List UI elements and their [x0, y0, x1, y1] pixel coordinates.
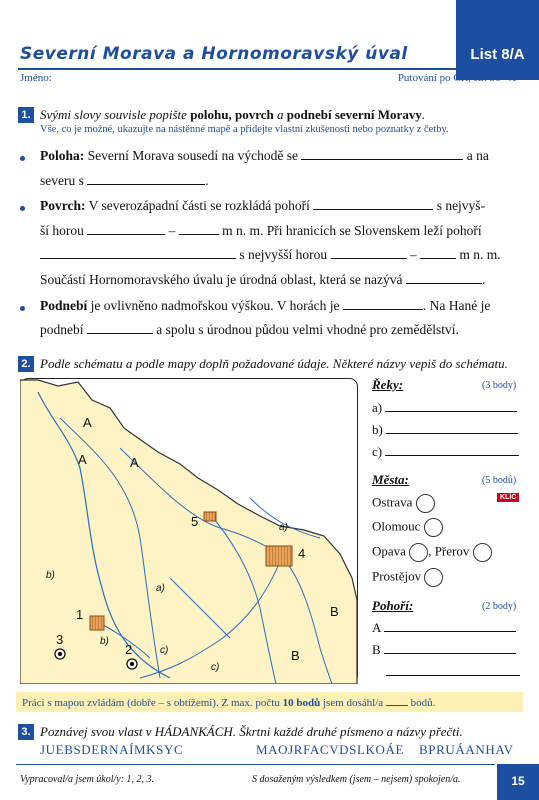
rivers-title: Řeky: — [372, 377, 404, 392]
page-title: Severní Morava a Hornomoravský úval — [20, 44, 408, 64]
map-label-A: A — [130, 455, 139, 470]
self-assessment-bar: Práci s mapou zvládám (dobře – s obtížemi). Z max. počtu 10 bodů jsem dosáhl/a bodů. — [16, 692, 523, 712]
riddle-1: JUEBSDERNAÍMKSYC — [40, 742, 184, 757]
answer-blank[interactable] — [384, 642, 516, 654]
name-label: Jméno: — [20, 72, 52, 84]
task3-instruction: Poznávej svou vlast v HÁDANKÁCH. Škrtni každé druhé písmeno a názvy přečti. — [40, 724, 463, 739]
povrch-line-4: Součástí Hornomoravského úvalu je úrodná oblast, která se nazývá . — [40, 272, 486, 287]
povrch-label: Povrch: — [40, 198, 86, 213]
map-schema — [20, 378, 358, 684]
page-number: 15 — [497, 764, 539, 800]
task3-number: 3. — [18, 724, 34, 740]
map-label-a: a) — [156, 583, 165, 594]
city-5 — [204, 512, 216, 521]
answer-blank[interactable] — [420, 247, 456, 259]
answer-blank[interactable] — [87, 223, 165, 235]
map-label-b: b) — [100, 636, 109, 647]
answer-blank[interactable] — [40, 247, 236, 259]
river-answer-c: c) — [372, 444, 519, 460]
answer-blank[interactable] — [406, 272, 482, 284]
podnebi-line-2: podnebí a spolu s úrodnou půdou velmi vhodné pro zemědělství. — [40, 322, 459, 337]
answer-blank[interactable] — [179, 223, 219, 235]
list-tab: List 8/A — [456, 0, 539, 80]
riddle-3: BPRUÁANHAV — [419, 742, 514, 757]
map-label-B: B — [291, 648, 300, 663]
answer-blank[interactable] — [87, 173, 205, 185]
task2-number: 2. — [18, 356, 34, 372]
answer-circle[interactable] — [473, 543, 492, 562]
key-badge: KLÍČ — [497, 493, 519, 502]
mountains-title: Pohoří: — [372, 598, 414, 613]
river-answer-a: a) — [372, 400, 517, 416]
poloha-line-2: severu s . — [40, 173, 209, 188]
map-label-a: a) — [279, 522, 288, 533]
bullet — [20, 156, 25, 161]
city-4 — [266, 546, 292, 566]
povrch-line-1: Povrch: V severozápadní části se rozkládá pohoří s nejvyš- — [40, 198, 486, 213]
footer-divider — [16, 764, 495, 765]
podnebi-line-1: Podnebí je ovlivněno nadmořskou výškou. V horách je . Na Hané je — [40, 298, 491, 313]
answer-blank[interactable] — [313, 198, 433, 210]
mountain-answer-extra — [386, 664, 520, 680]
map-label-c: c) — [211, 662, 220, 673]
task1-subtitle: Vše, co je možné, ukazujte na nástěnné mapě a přidejte vlastní zkušenosti nebo poznatky z četby. — [40, 124, 449, 135]
mountain-answer-b: B — [372, 642, 516, 658]
task1-instruction: Svými slovy souvisle popište polohu, povrch a podnebí severní Moravy. — [40, 107, 426, 122]
answer-blank[interactable] — [385, 400, 517, 412]
map-label-B: B — [330, 604, 339, 619]
map-label-A: A — [78, 452, 87, 467]
answer-blank[interactable] — [384, 620, 516, 632]
povrch-line-2: ší horou – m n. m. Při hranicích se Slovenskem leží pohoří — [40, 223, 482, 238]
answer-blank[interactable] — [343, 298, 423, 310]
city-olomouc: Olomouc — [372, 518, 443, 537]
answer-circle[interactable] — [409, 543, 428, 562]
answer-blank[interactable] — [301, 148, 463, 160]
map-label-1: 1 — [76, 607, 84, 622]
city-ostrava: Ostrava — [372, 494, 435, 513]
city-prostejov: Prostějov — [372, 568, 443, 587]
river-answer-b: b) — [372, 422, 518, 438]
task2-instruction: Podle schématu a podle mapy doplň požadované údaje. Některé názvy vepiš do schématu. — [40, 356, 508, 371]
answer-blank[interactable] — [386, 422, 518, 434]
map-label-2: 2 — [125, 642, 133, 657]
cities-title: Města: — [372, 472, 409, 487]
poloha-line-1: Poloha: Severní Morava sousedí na východě se a na — [40, 148, 489, 163]
bullet — [20, 306, 25, 311]
answer-circle[interactable] — [424, 568, 443, 587]
answer-blank[interactable] — [385, 444, 519, 456]
task1-number: 1. — [18, 107, 34, 123]
answer-circle[interactable] — [424, 518, 443, 537]
map-label-c: c) — [160, 645, 169, 656]
points-blank[interactable] — [386, 696, 408, 706]
answer-blank[interactable] — [386, 664, 520, 676]
city-opava-prerov: Opava , Přerov — [372, 543, 492, 562]
title-underline — [18, 68, 456, 70]
map-label-A: A — [83, 415, 92, 430]
rivers-points: (3 body) — [482, 380, 517, 391]
city-1 — [90, 616, 104, 630]
footer-right: S dosaženým výsledkem (jsem – nejsem) spokojen/a. — [252, 774, 461, 785]
footer-left: Vypracoval/a jsem úkol/y: 1, 2, 3. — [20, 774, 155, 785]
answer-circle[interactable] — [416, 494, 435, 513]
poloha-label: Poloha: — [40, 148, 85, 163]
bullet — [20, 206, 25, 211]
map-label-b: b) — [46, 570, 55, 581]
map-label-3: 3 — [56, 632, 64, 647]
map-label-5: 5 — [191, 514, 199, 529]
riddle-2: MAOJRFACVDSLKOÁE — [256, 742, 405, 757]
mountains-points: (2 body) — [482, 601, 517, 612]
cities-points: (5 bodů) — [482, 475, 517, 486]
book-reference: Putování po ČR, str. 36–41 — [397, 72, 517, 84]
answer-blank[interactable] — [331, 247, 407, 259]
povrch-line-3: s nejvyšší horou – m n. m. — [40, 247, 501, 263]
map-label-4: 4 — [298, 546, 306, 561]
mountain-answer-a: A — [372, 620, 516, 636]
podnebi-label: Podnebí — [40, 298, 88, 313]
answer-blank[interactable] — [87, 322, 153, 334]
